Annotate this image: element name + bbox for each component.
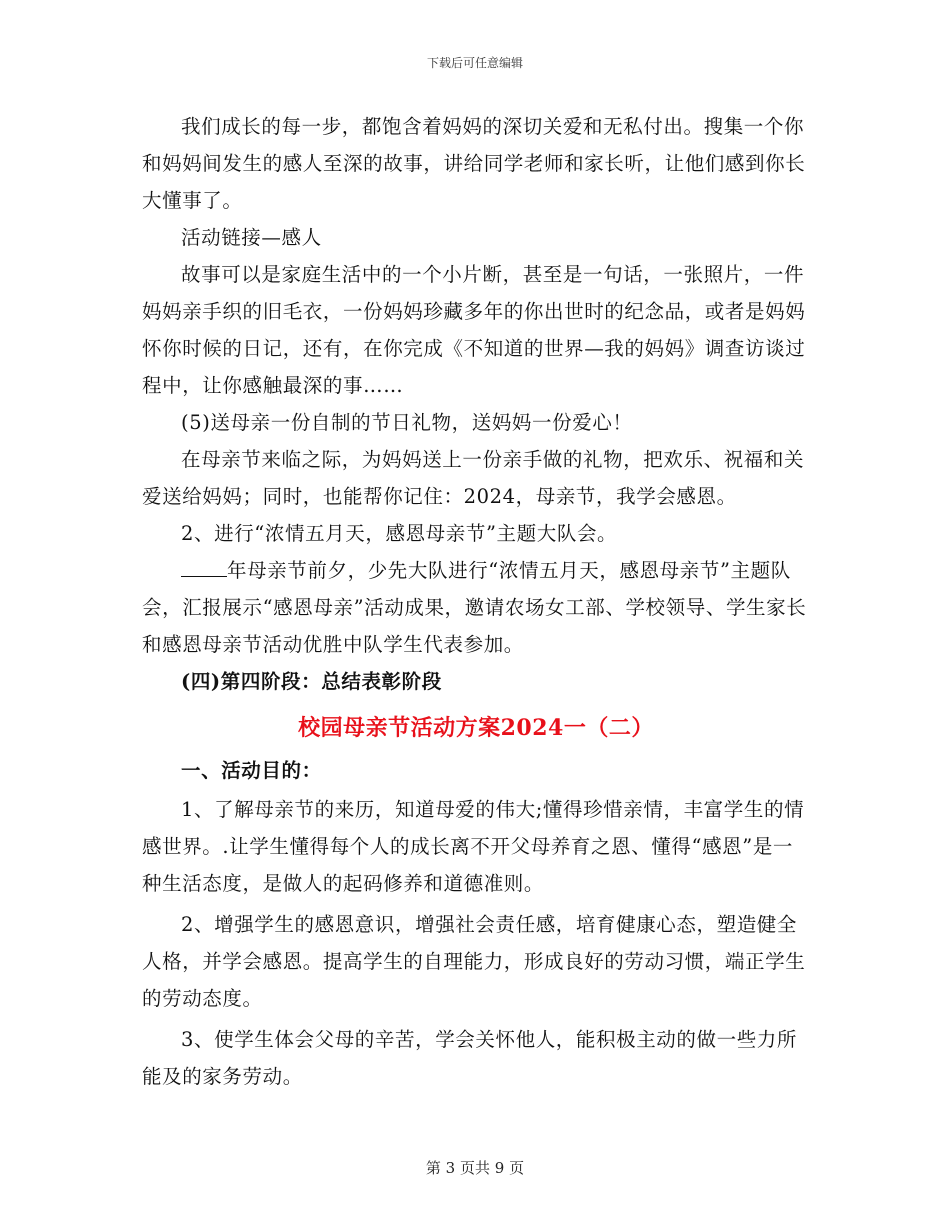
paragraph-gift-heading: (5)送母亲一份自制的节日礼物，送妈妈一份爱心！	[181, 411, 633, 434]
goal-item-3: 3、使学生体会父母的辛苦，学会关怀他人，能积极主动的做一些力所能及的家务劳动。	[142, 1028, 798, 1088]
page-header: 下载后可任意编辑	[426, 56, 523, 70]
paragraph-stage-four: (四)第四阶段：总结表彰阶段	[181, 670, 442, 693]
goal-item-1: 1、了解母亲节的来历，知道母爱的伟大;懂得珍惜亲情，丰富学生的情感世界。.让学生懂得每个人的成长离不开父母养育之恩、懂得“感恩”是一种生活态度，是做人的起码修养和道德准则。	[142, 798, 805, 895]
page-footer: 第 3 页共 9 页	[425, 1159, 525, 1177]
goal-item-2: 2、增强学生的感恩意识，增强社会责任感，培育健康心态，塑造健全人格，并学会感恩。提高学生的自理能力，形成良好的劳动习惯，端正学生的劳动态度。	[142, 913, 806, 1010]
paragraph-story-examples: 故事可以是家庭生活中的一个小片断，甚至是一句话，一张照片，一件妈妈亲手织的旧毛衣，一份妈妈珍藏多年的你出世时的纪念品，或者是妈妈怀你时候的日记，还有，在你完成《不知道的世界—我的妈妈》调查访谈过程中，让你感触最深的事……	[142, 263, 806, 397]
section-title: 校园母亲节活动方案2024一（二）	[298, 715, 654, 741]
assembly-description-text: 年母亲节前夕，少先大队进行“浓情五月天，感恩母亲节”主题队会，汇报展示“感恩母亲”活动成果，邀请农场女工部、学校领导、学生家长和感恩母亲节活动优胜中队学生代表参加。	[142, 559, 807, 656]
blank-year-underline	[181, 554, 227, 577]
paragraph-activity-link: 活动链接—感人	[181, 226, 322, 249]
paragraph-story: 我们成长的每一步，都饱含着妈妈的深切关爱和无私付出。搜集一个你和妈妈间发生的感人至深的故事，讲给同学老师和家长听，让他们感到你长大懂事了。	[142, 115, 806, 212]
paragraph-assembly-description	[142, 552, 810, 663]
paragraph-assembly-heading: 2、进行“浓情五月天，感恩母亲节”主题大队会。	[181, 522, 618, 545]
document-body	[142, 108, 810, 1095]
section-heading-goals: 一、活动目的：	[181, 759, 322, 782]
paragraph-gift-description: 在母亲节来临之际，为妈妈送上一份亲手做的礼物，把欢乐、祝福和关爱送给妈妈；同时，也能帮你记住：2024，母亲节，我学会感恩。	[142, 448, 805, 508]
